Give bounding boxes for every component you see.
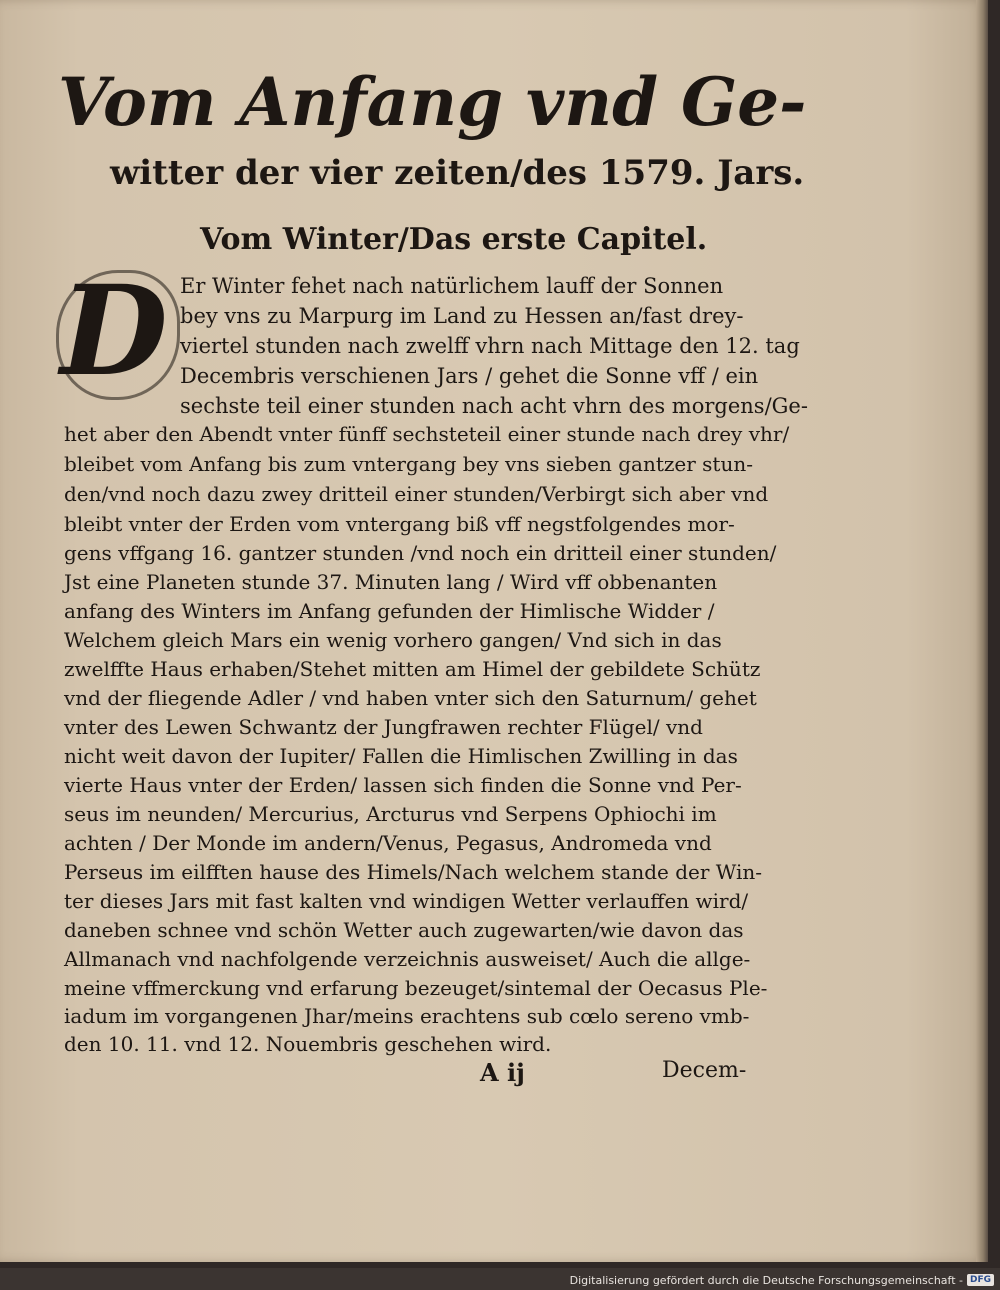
body-line: gens vffgang 16. gantzer stunden /vnd noch ein dritteil einer stunden/: [64, 541, 777, 565]
body-line: Perseus im eilfften hause des Himels/Nach welchem stande der Win-: [64, 860, 763, 884]
body-line: nicht weit davon der Iupiter/ Fallen die Himlischen Zwilling in das: [64, 744, 738, 768]
body-line: bey vns zu Marpurg im Land zu Hessen an/fast drey-: [180, 304, 744, 328]
body-line: achten / Der Monde im andern/Venus, Pegasus, Andromeda vnd: [64, 831, 712, 855]
body-line: den/vnd noch dazu zwey dritteil einer stunden/Verbirgt sich aber vnd: [64, 482, 769, 506]
body-line: bleibet vom Anfang bis zum vntergang bey vns sieben gantzer stun-: [64, 452, 753, 476]
drop-cap: D: [60, 259, 168, 404]
title-line-2: witter der vier zeiten/des 1579. Jars.: [110, 153, 805, 193]
body-line: Jst eine Planeten stunde 37. Minuten lang / Wird vff obbenanten: [64, 570, 718, 594]
body-line: anfang des Winters im Anfang gefunden der Himlische Widder /: [64, 599, 715, 623]
body-line: Welchem gleich Mars ein wenig vorhero gangen/ Vnd sich in das: [64, 628, 722, 652]
body-line: den 10. 11. vnd 12. Nouembris geschehen wird.: [64, 1032, 552, 1056]
body-line: Er Winter fehet nach natürlichem lauff der Sonnen: [180, 274, 724, 298]
body-line: Decembris verschienen Jars / gehet die Sonne vff / ein: [180, 364, 759, 388]
body-line: vnd der fliegende Adler / vnd haben vnter sich den Saturnum/ gehet: [64, 686, 757, 710]
footer-credit-text: Digitalisierung gefördert durch die Deutsche Forschungsgemeinschaft -: [569, 1273, 963, 1287]
body-line: het aber den Abendt vnter fünff sechsteteil einer stunde nach drey vhr/: [64, 422, 790, 446]
dfg-logo-icon: DFG: [967, 1274, 994, 1286]
body-line: vnter des Lewen Schwantz der Jungfrawen rechter Flügel/ vnd: [64, 715, 703, 739]
footer-credit-bar: [570, 1271, 994, 1289]
title-line-1: Vom Anfang vnd Ge-: [58, 63, 807, 141]
body-line: iadum im vorgangenen Jhar/meins erachtens sub cœlo sereno vmb-: [64, 1004, 750, 1028]
body-line: meine vffmerckung vnd erfarung bezeuget/sintemal der Oecasus Ple-: [64, 976, 768, 1000]
body-line: vierte Haus vnter der Erden/ lassen sich finden die Sonne vnd Per-: [64, 773, 742, 797]
catchword: Decem-: [662, 1058, 747, 1083]
body-line: Allmanach vnd nachfolgende verzeichnis ausweiset/ Auch die allge-: [64, 947, 751, 971]
body-line: seus im neunden/ Mercurius, Arcturus vnd Serpens Ophiochi im: [64, 802, 717, 826]
body-line: ter dieses Jars mit fast kalten vnd windigen Wetter verlauffen wird/: [64, 889, 749, 913]
chapter-heading: Vom Winter/Das erste Capitel.: [200, 222, 708, 257]
body-line: daneben schnee vnd schön Wetter auch zugewarten/wie davon das: [64, 918, 744, 942]
signature-mark: A ij: [480, 1058, 525, 1087]
body-line: zwelffte Haus erhaben/Stehet mitten am Himel der gebildete Schütz: [64, 657, 761, 681]
body-line: sechste teil einer stunden nach acht vhrn des morgens/Ge-: [180, 394, 808, 418]
body-line: viertel stunden nach zwelff vhrn nach Mittage den 12. tag: [180, 334, 800, 358]
body-line: bleibt vnter der Erden vom vntergang biß vff negstfolgendes mor-: [64, 512, 735, 536]
